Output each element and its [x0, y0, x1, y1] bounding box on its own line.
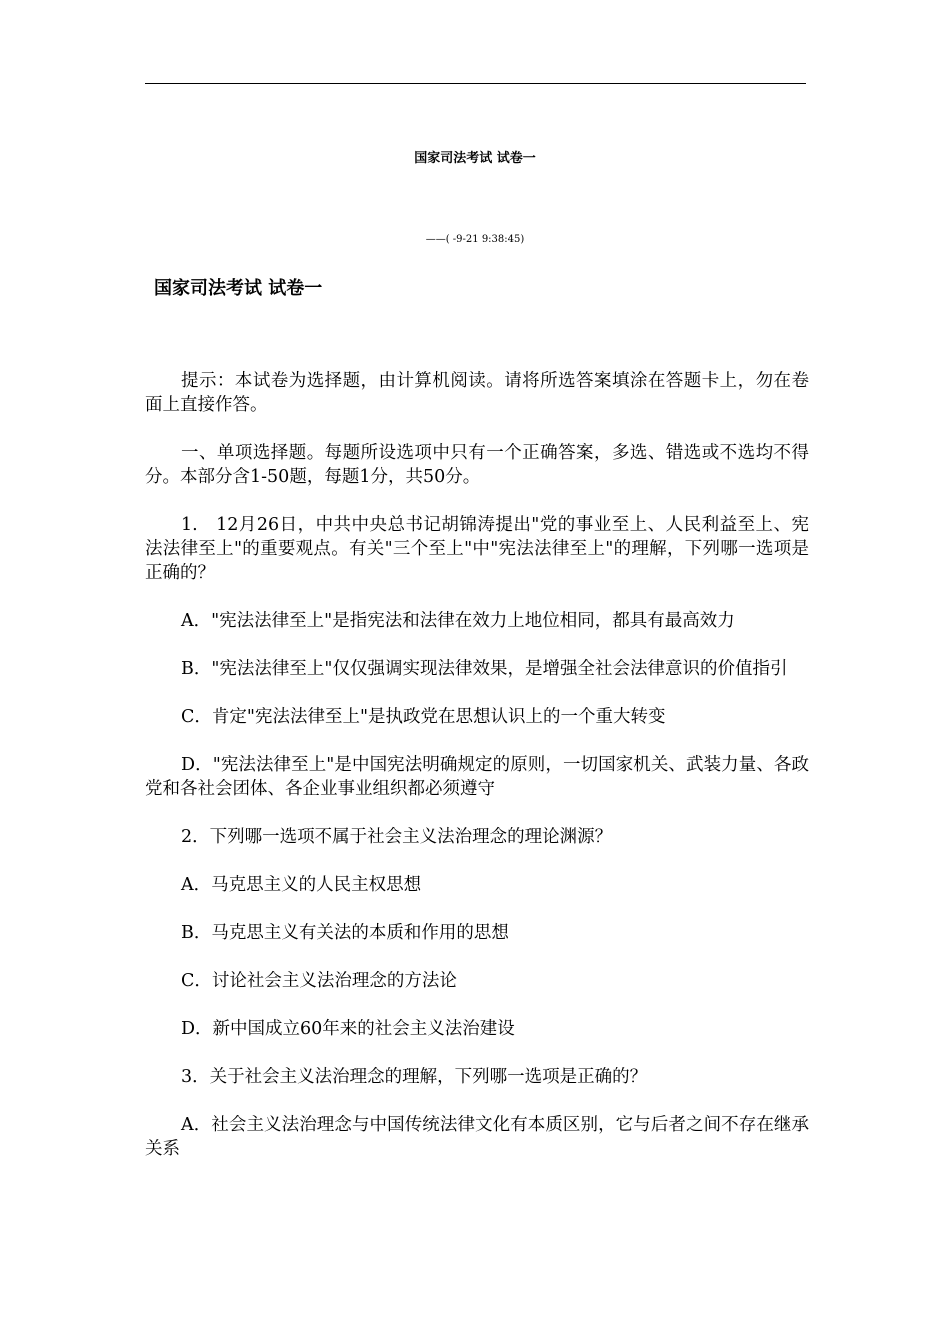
running-header-date: ——( -9-21 9:38:45) — [425, 234, 525, 245]
header-rule — [145, 83, 806, 84]
document-title: 国家司法考试 试卷一 — [154, 278, 323, 299]
document-body — [145, 369, 809, 1185]
question-2-option-c: C．讨论社会主义法治理念的方法论 — [181, 971, 457, 991]
question-3-option-a: A．社会主义法治理念与中国传统法律文化有本质区别，它与后者之间不存在继承关系 — [145, 1115, 809, 1159]
question-2-option-a: A．马克思主义的人民主权思想 — [181, 875, 422, 895]
question-2-option-d: D．新中国成立60年来的社会主义法治建设 — [181, 1019, 515, 1039]
running-header-title: 国家司法考试 试卷一 — [414, 151, 536, 166]
question-1-option-d: D．"宪法法律至上"是中国宪法明确规定的原则，一切国家机关、武装力量、各政党和各社会团体、各企业事业组织都必须遵守 — [145, 755, 809, 799]
question-1-option-a: A．"宪法法律至上"是指宪法和法律在效力上地位相同，都具有最高效力 — [181, 611, 735, 631]
question-1-option-b: B．"宪法法律至上"仅仅强调实现法律效果，是增强全社会法律意识的价值指引 — [181, 659, 788, 679]
question-2-option-b: B．马克思主义有关法的本质和作用的思想 — [181, 923, 509, 943]
question-1: 1. 12月26日，中共中央总书记胡锦涛提出"党的事业至上、人民利益至上、宪法法律至上"的重要观点。有关"三个至上"中"宪法法律至上"的理解，下列哪一选项是正确的？ — [145, 515, 809, 583]
instruction-note: 提示：本试卷为选择题，由计算机阅读。请将所选答案填涂在答题卡上，勿在卷面上直接作答。 — [145, 371, 809, 415]
question-3: 3．关于社会主义法治理念的理解，下列哪一选项是正确的？ — [181, 1067, 648, 1087]
question-2: 2．下列哪一选项不属于社会主义法治理念的理论渊源？ — [181, 827, 613, 847]
section-heading: 一、单项选择题。每题所设选项中只有一个正确答案，多选、错选或不选均不得分。本部分含1-50题，每题1分，共50分。 — [145, 443, 809, 487]
question-1-option-c: C．肯定"宪法法律至上"是执政党在思想认识上的一个重大转变 — [181, 707, 666, 727]
